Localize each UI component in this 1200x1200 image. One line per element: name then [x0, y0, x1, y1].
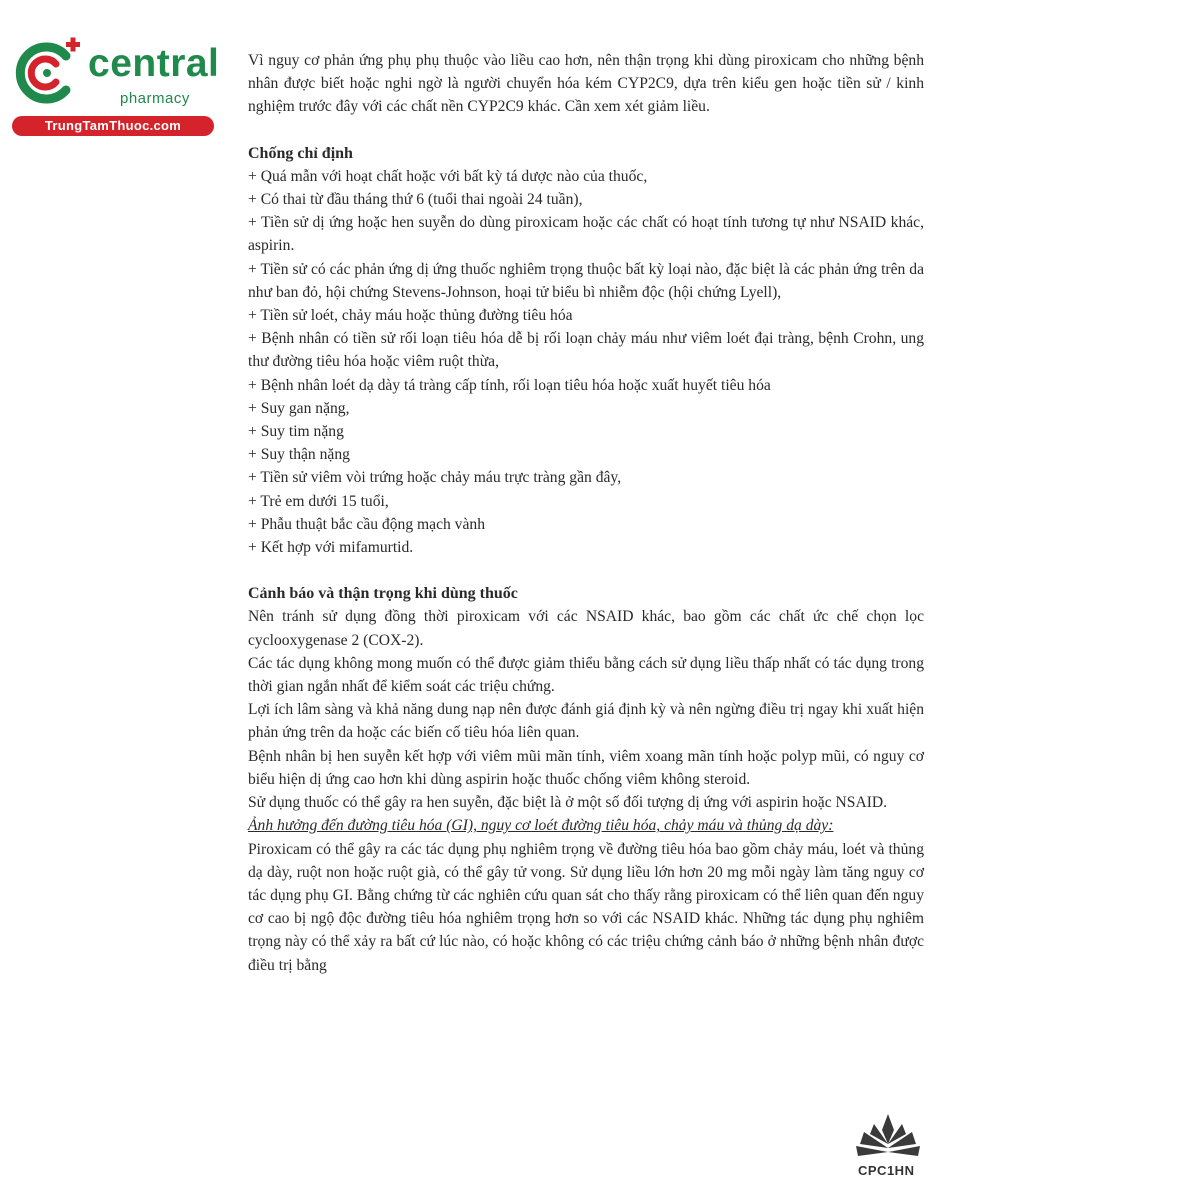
logo-name: central: [88, 42, 220, 85]
cpc1hn-brand-text: CPC1HN: [858, 1163, 915, 1178]
list-item: + Phẫu thuật bắc cầu động mạch vành: [248, 515, 485, 533]
warning-paragraph: Nên tránh sử dụng đồng thời piroxicam với các NSAID khác, bao gồm các chất ức chế chọn lọc cyclooxygenase 2 (COX-2).: [248, 608, 924, 649]
cpc1hn-logo-icon: [852, 1110, 924, 1190]
list-item: + Bệnh nhân có tiền sử rối loạn tiêu hóa dễ bị rối loạn chảy máu như viêm loét đại tràng, bệnh Crohn, ung thư đường tiêu hóa hoặc viêm ruột thừa,: [248, 330, 924, 371]
list-item: + Suy tim nặng: [248, 423, 344, 441]
list-item: + Suy thận nặng: [248, 446, 350, 464]
logo-mark-icon: [8, 34, 86, 112]
list-item: + Kết hợp với mifamurtid.: [248, 539, 414, 557]
list-item: + Tiền sử dị ứng hoặc hen suyễn do dùng piroxicam hoặc các chất có hoạt tính tương tự như NSAID khác, aspirin.: [248, 214, 924, 255]
list-item: + Tiền sử viêm vòi trứng hoặc chảy máu trực tràng gần đây,: [248, 469, 622, 487]
gi-effects-paragraph: Piroxicam có thể gây ra các tác dụng phụ nghiêm trọng về đường tiêu hóa bao gồm chảy máu, loét và thủng dạ dày, ruột non hoặc ruột già, có thể gây tử vong. Sử dụng liều lớn hơn 20 mg mỗi ngày làm tăng nguy cơ tác dụng phụ GI. Bằng chứng từ các nghiên cứu quan sát cho thấy rằng piroxicam có thể liên quan đến nguy cơ cao bị ngộ độc đường tiêu hóa nghiêm trọng hơn so với các NSAID khác. Những tác dụng phụ nghiêm trọng này có thể xảy ra bất cứ lúc nào, có hoặc không có các triệu chứng cảnh báo ở những bệnh nhân được điều trị bằng: [248, 840, 924, 974]
warning-paragraph: Các tác dụng không mong muốn có thể được giảm thiểu bằng cách sử dụng liều thấp nhất có tác dụng trong thời gian ngắn nhất để kiểm soát các triệu chứng.: [248, 654, 924, 696]
contraindications-heading: Chống chỉ định: [248, 144, 353, 162]
warning-paragraph: Bệnh nhân bị hen suyễn kết hợp với viêm mũi mãn tính, viêm xoang mãn tính hoặc polyp mũi, có nguy cơ biểu hiện dị ứng cao hơn khi dùng aspirin hoặc thuốc chống viêm không steroid.: [248, 747, 924, 788]
intro-paragraph: Vì nguy cơ phản ứng phụ phụ thuộc vào liều cao hơn, nên thận trọng khi dùng piroxicam cho những bệnh nhân được biết hoặc nghi ngờ là người chuyển hóa kém CYP2C9, dựa trên kiểu gen hoặc tiền sử / kinh nghiệm trước đây với các chất nền CYP2C9 khác. Cần xem xét giảm liều.: [248, 52, 924, 116]
list-item: + Bệnh nhân loét dạ dày tá tràng cấp tính, rối loạn tiêu hóa hoặc xuất huyết tiêu hóa: [248, 376, 771, 394]
list-item: + Trẻ em dưới 15 tuổi,: [248, 492, 389, 510]
warnings-heading: Cảnh báo và thận trọng khi dùng thuốc: [248, 585, 518, 603]
warning-paragraph: Sử dụng thuốc có thể gây ra hen suyễn, đặc biệt là ở một số đối tượng dị ứng với aspirin hoặc NSAID.: [248, 794, 888, 812]
logo-site-url: TrungTamThuoc.com: [12, 116, 214, 136]
list-item: + Quá mẫn với hoạt chất hoặc với bất kỳ tá dược nào của thuốc,: [248, 167, 648, 185]
document-body: [248, 49, 924, 977]
gi-effects-subheading: Ảnh hưởng đến đường tiêu hóa (GI), nguy cơ loét đường tiêu hóa, chảy máu và thủng dạ dày:: [248, 817, 834, 835]
warning-paragraph: Lợi ích lâm sàng và khả năng dung nạp nên được đánh giá định kỳ và nên ngừng điều trị ngay khi xuất hiện phản ứng trên da hoặc các biến cố tiêu hóa liên quan.: [248, 701, 924, 742]
central-pharmacy-logo: [8, 34, 218, 140]
list-item: + Có thai từ đầu tháng thứ 6 (tuổi thai ngoài 24 tuần),: [248, 191, 583, 209]
list-item: + Tiền sử loét, chảy máu hoặc thủng đường tiêu hóa: [248, 307, 573, 325]
list-item: + Suy gan nặng,: [248, 399, 350, 417]
contraindications-list: [248, 165, 924, 559]
list-item: + Tiền sử có các phản ứng dị ứng thuốc nghiêm trọng thuộc bất kỳ loại nào, đặc biệt là các phản ứng trên da như ban đỏ, hội chứng Stevens-Johnson, hoại tử biểu bì nhiễm độc (hội chứng Lyell),: [248, 260, 924, 301]
logo-subtitle: pharmacy: [120, 90, 190, 107]
